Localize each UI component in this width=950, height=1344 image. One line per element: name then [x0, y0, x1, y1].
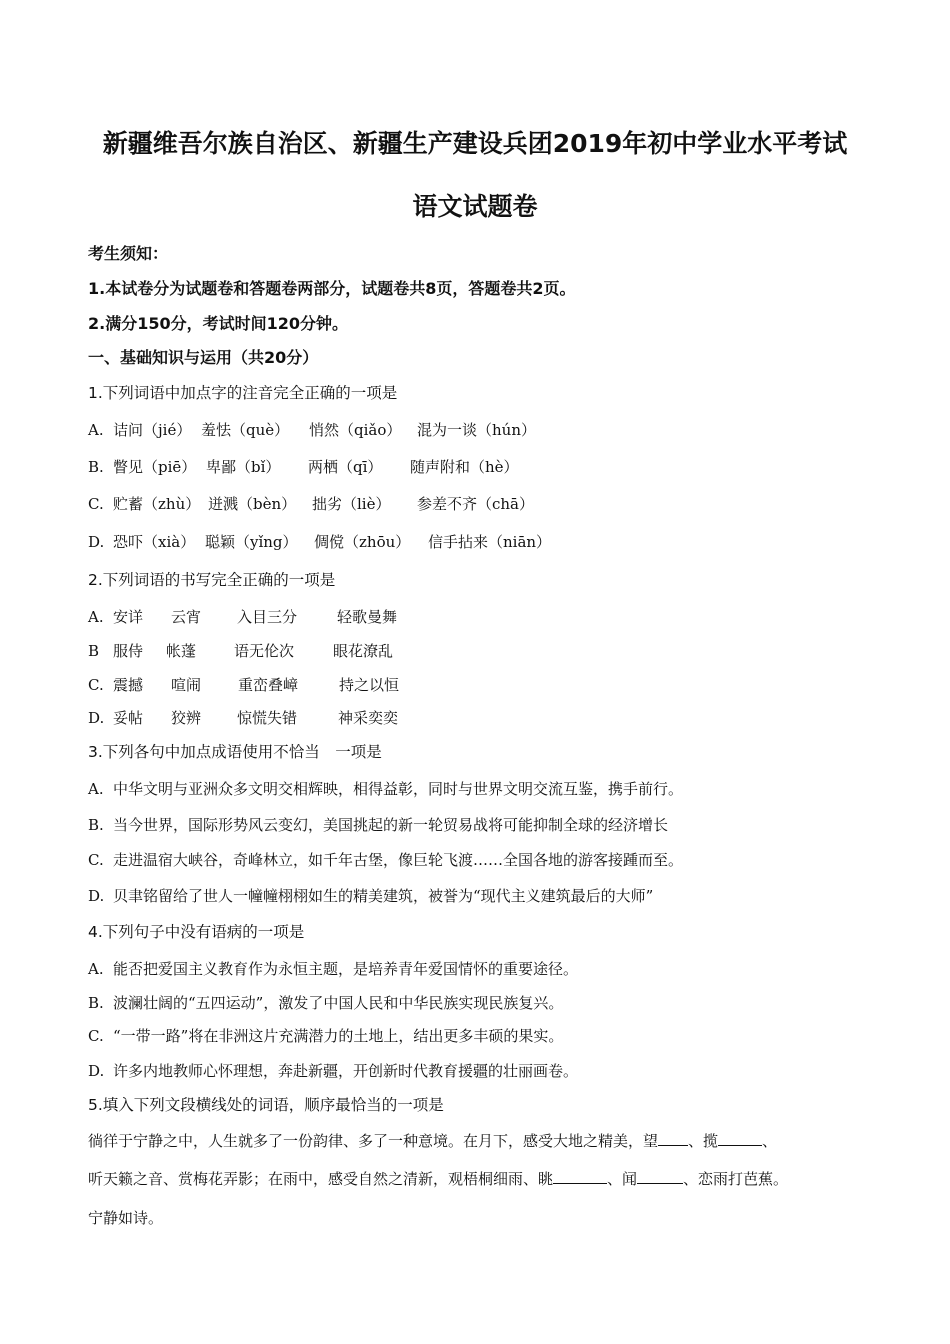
option-letter: D. [88, 533, 105, 551]
q4-option-d [88, 1061, 578, 1081]
option-item: 神采奕奕 [338, 709, 399, 727]
q1-option-a [88, 420, 536, 440]
option-letter: B. [88, 458, 104, 476]
option-item: 帐蓬 [166, 642, 197, 660]
option-letter: C. [88, 495, 104, 513]
answer-blank [553, 1169, 607, 1184]
option-item: 卑鄙（bǐ） [206, 458, 281, 476]
notice-heading: 考生须知： [88, 244, 169, 263]
q3-option-c [88, 850, 683, 870]
question-2-stem: 2.下列词语的书写完全正确的一项是 [88, 571, 336, 589]
question-1-stem: 1.下列词语中加点字的注音完全正确的一项是 [88, 384, 398, 402]
answer-blank [718, 1131, 762, 1146]
notice-item-2: 2.满分150分，考试时间120分钟。 [88, 314, 349, 333]
option-item: 诘问（jié） [113, 421, 192, 439]
answer-blank [658, 1131, 688, 1146]
option-item: 眼花潦乱 [333, 642, 394, 660]
option-text: 许多内地教师心怀理想，奔赴新疆，开创新时代教育援疆的壮丽画卷。 [113, 1062, 579, 1080]
option-item: 狡辨 [171, 709, 202, 727]
option-item: 混为一谈（hún） [417, 421, 536, 439]
option-item: 参差不齐（chā） [417, 495, 535, 513]
option-letter: C. [88, 851, 104, 869]
option-letter: B. [88, 994, 104, 1012]
q1-option-b [88, 457, 519, 477]
option-item: 恐吓（xià） [113, 533, 196, 551]
exam-title: 新疆维吾尔族自治区、新疆生产建设兵团2019年初中学业水平考试 [102, 129, 848, 158]
q4-option-a [88, 959, 578, 979]
option-item: 云宵 [171, 608, 202, 626]
option-item: 妥帖 [113, 709, 144, 727]
option-letter: A. [88, 608, 104, 626]
q3-option-a [88, 779, 683, 799]
option-item: 语无伦次 [234, 642, 295, 660]
option-letter: A. [88, 780, 104, 798]
option-text: 贝聿铭留给了世人一幢幢栩栩如生的精美建筑，被誉为“现代主义建筑最后的大师” [113, 887, 654, 905]
option-item: 喧闹 [171, 676, 202, 694]
option-item: 惊慌失错 [237, 709, 298, 727]
option-letter: A. [88, 960, 104, 978]
option-item: 重峦叠嶂 [238, 676, 299, 694]
q5-passage-line-2 [88, 1169, 788, 1189]
option-item: 持之以恒 [339, 676, 400, 694]
question-3-stem: 3.下列各句中加点成语使用不恰当 一项是 [88, 743, 382, 761]
section-1-heading: 一、基础知识与运用（共20分） [88, 348, 319, 367]
passage-text: 、 [762, 1132, 778, 1150]
option-letter: C. [88, 1027, 104, 1045]
option-text: 能否把爱国主义教育作为永恒主题，是培养青年爱国情怀的重要途径。 [113, 960, 579, 978]
q1-option-d [88, 532, 551, 552]
q5-passage-line-1 [88, 1131, 777, 1151]
q3-option-d [88, 886, 653, 906]
q5-passage-line-3: 宁静如诗。 [88, 1209, 164, 1227]
option-item: 拙劣（liè） [312, 495, 391, 513]
option-item: 悄然（qiǎo） [309, 421, 402, 439]
option-text: “一带一路”将在非洲这片充满潜力的土地上，结出更多丰硕的果实。 [113, 1027, 564, 1045]
notice-item-1: 1.本试卷分为试题卷和答题卷两部分，试题卷共8页，答题卷共2页。 [88, 279, 576, 298]
option-item: 入目三分 [237, 608, 298, 626]
passage-text: 、揽 [688, 1132, 719, 1150]
answer-blank [637, 1169, 683, 1184]
option-item: 轻歌曼舞 [337, 608, 398, 626]
option-item: 安详 [113, 608, 144, 626]
option-text: 走进温宿大峡谷，奇峰林立，如千年古堡，像巨轮飞渡……全国各地的游客接踵而至。 [113, 851, 684, 869]
q2-option-c [88, 675, 399, 695]
option-item: 迸溅（bèn） [208, 495, 297, 513]
option-item: 瞥见（piē） [113, 458, 197, 476]
q4-option-c [88, 1026, 563, 1046]
option-text: 当今世界，国际形势风云变幻，美国挑起的新一轮贸易战将可能抑制全球的经济增长 [113, 816, 669, 834]
option-item: 羞怯（què） [201, 421, 290, 439]
option-letter: C. [88, 676, 104, 694]
option-item: 信手拈来（niān） [428, 533, 552, 551]
option-text: 中华文明与亚洲众多文明交相辉映，相得益彰，同时与世界文明交流互鉴，携手前行。 [113, 780, 684, 798]
q2-option-d [88, 708, 398, 728]
option-item: 两栖（qī） [308, 458, 383, 476]
passage-text: 、恋雨打芭蕉。 [683, 1170, 789, 1188]
option-item: 聪颖（yǐng） [205, 533, 298, 551]
exam-subtitle: 语文试题卷 [412, 192, 538, 221]
option-letter: B [88, 642, 100, 660]
option-letter: D. [88, 709, 105, 727]
q3-option-b [88, 815, 668, 835]
q2-option-b [88, 641, 393, 661]
q1-option-c [88, 494, 534, 514]
option-text: 波澜壮阔的“五四运动”，激发了中国人民和中华民族实现民族复兴。 [113, 994, 564, 1012]
option-item: 震撼 [113, 676, 144, 694]
option-item: 随声附和（hè） [410, 458, 519, 476]
option-item: 倜傥（zhōu） [314, 533, 411, 551]
option-item: 服侍 [113, 642, 144, 660]
option-letter: D. [88, 887, 105, 905]
passage-text: 徜徉于宁静之中，人生就多了一份韵律、多了一种意境。在月下，感受大地之精美，望 [88, 1132, 659, 1150]
question-4-stem: 4.下列句子中没有语病的一项是 [88, 923, 305, 941]
option-item: 贮蓄（zhù） [113, 495, 201, 513]
passage-text: 、闻 [607, 1170, 638, 1188]
passage-text: 听天籁之音、赏梅花弄影；在雨中，感受自然之清新，观梧桐细雨、眺 [88, 1170, 554, 1188]
q4-option-b [88, 993, 563, 1013]
q2-option-a [88, 607, 397, 627]
option-letter: D. [88, 1062, 105, 1080]
option-letter: A. [88, 421, 104, 439]
question-5-stem: 5.填入下列文段横线处的词语，顺序最恰当的一项是 [88, 1096, 444, 1114]
option-letter: B. [88, 816, 104, 834]
